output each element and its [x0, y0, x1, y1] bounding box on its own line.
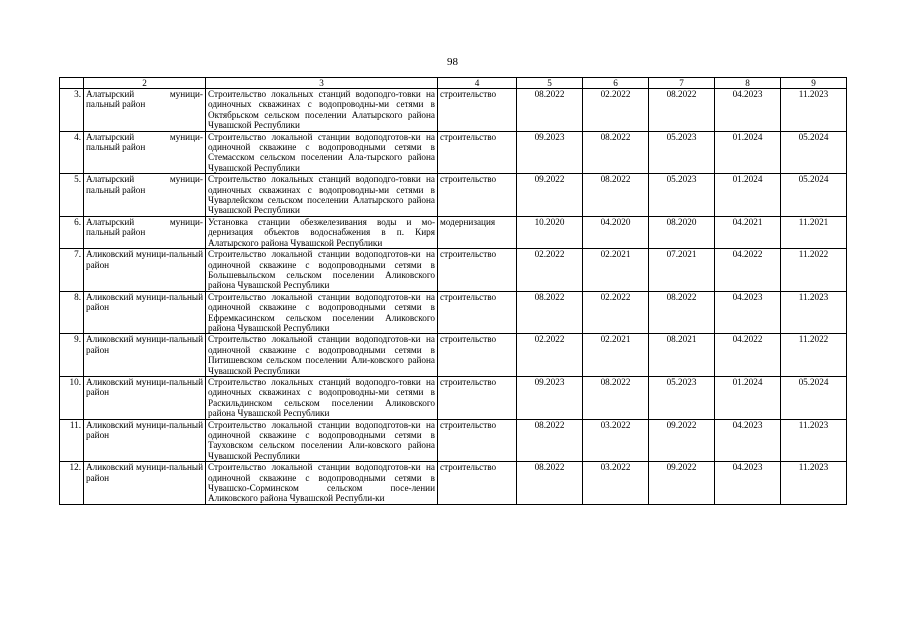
col-header: 4	[438, 78, 517, 89]
date-cell: 08.2022	[649, 89, 715, 132]
date-cell: 08.2022	[583, 174, 649, 217]
district-cell: Аликовский муници-пальный район	[84, 334, 206, 377]
date-cell: 01.2024	[715, 131, 781, 174]
date-cell: 09.2022	[517, 174, 583, 217]
projects-table	[59, 77, 847, 505]
description-cell: Строительство локальной станции водоподготов-ки на одиночной скважине с водопроводными сетями в Тауховском сельском поселении Али-ковского района Чувашской Республики	[206, 419, 438, 462]
table-row	[60, 462, 847, 505]
date-cell: 09.2022	[649, 419, 715, 462]
description-cell: Строительство локальных станций водоподго-товки на одиночных скважинах с водопроводны-ми сетями в Октябрьском сельском поселении Алатырского района Чувашской Республики	[206, 89, 438, 132]
page-number: 98	[447, 56, 458, 68]
district-cell: Алатырский муници-пальный район	[84, 174, 206, 217]
date-cell: 11.2023	[781, 419, 847, 462]
date-cell: 09.2023	[517, 131, 583, 174]
date-cell: 08.2022	[649, 291, 715, 334]
type-cell: строительство	[438, 291, 517, 334]
description-cell: Строительство локальной станции водоподготов-ки на одиночной скважине с водопроводными сетями в Чувашско-Сорминском сельском посе-лении Аликовского района Чувашской Республи-ки	[206, 462, 438, 505]
col-header: 8	[715, 78, 781, 89]
description-cell: Строительство локальной станции водоподготов-ки на одиночной скважине с водопроводными сетями в Стемасском сельском поселении Ала-тырского района Чувашской Республики	[206, 131, 438, 174]
date-cell: 05.2024	[781, 376, 847, 419]
district-cell: Аликовский муници-пальный район	[84, 249, 206, 292]
col-header: 3	[206, 78, 438, 89]
date-cell: 01.2024	[715, 174, 781, 217]
date-cell: 02.2022	[583, 291, 649, 334]
table-row	[60, 249, 847, 292]
date-cell: 02.2021	[583, 334, 649, 377]
description-cell: Строительство локальной станции водоподготов-ки на одиночной скважине с водопроводными сетями в Ефремкасинском сельском поселении Аликовского района Чувашской Республики	[206, 291, 438, 334]
row-number: 10.	[60, 376, 84, 419]
row-number: 3.	[60, 89, 84, 132]
type-cell: строительство	[438, 174, 517, 217]
type-cell: строительство	[438, 334, 517, 377]
type-cell: строительство	[438, 131, 517, 174]
date-cell: 04.2023	[715, 419, 781, 462]
district-cell: Аликовский муници-пальный район	[84, 376, 206, 419]
type-cell: строительство	[438, 249, 517, 292]
date-cell: 11.2022	[781, 334, 847, 377]
date-cell: 02.2021	[583, 249, 649, 292]
description-cell: Установка станции обезжелезивания воды и мо-дернизация объектов водоснабжения в п. Киря Алатырского района Чувашской Республики	[206, 216, 438, 248]
date-cell: 04.2023	[715, 89, 781, 132]
table-row	[60, 89, 847, 132]
description-cell: Строительство локальных станций водоподго-товки на одиночных скважинах с водопроводны-ми сетями в Чуварлейском сельском поселении Алатырского района Чувашской Республики	[206, 174, 438, 217]
date-cell: 01.2024	[715, 376, 781, 419]
col-header	[60, 78, 84, 89]
date-cell: 11.2023	[781, 89, 847, 132]
date-cell: 09.2022	[649, 462, 715, 505]
date-cell: 05.2023	[649, 131, 715, 174]
type-cell: модернизация	[438, 216, 517, 248]
col-header: 6	[583, 78, 649, 89]
date-cell: 04.2023	[715, 291, 781, 334]
table-row	[60, 334, 847, 377]
table-row	[60, 131, 847, 174]
row-number: 12.	[60, 462, 84, 505]
col-header: 5	[517, 78, 583, 89]
district-cell: Аликовский муници-пальный район	[84, 419, 206, 462]
date-cell: 08.2022	[517, 89, 583, 132]
type-cell: строительство	[438, 462, 517, 505]
header-row	[60, 78, 847, 89]
date-cell: 03.2022	[583, 462, 649, 505]
date-cell: 04.2021	[715, 216, 781, 248]
col-header: 9	[781, 78, 847, 89]
date-cell: 08.2020	[649, 216, 715, 248]
description-cell: Строительство локальных станций водоподго-товки на одиночных скважинах с водопроводны-ми сетями в Раскильдинском сельском поселении Аликовского района Чувашской Республики	[206, 376, 438, 419]
row-number: 4.	[60, 131, 84, 174]
col-header: 7	[649, 78, 715, 89]
row-number: 11.	[60, 419, 84, 462]
date-cell: 08.2022	[517, 291, 583, 334]
date-cell: 04.2022	[715, 334, 781, 377]
col-header: 2	[84, 78, 206, 89]
date-cell: 08.2022	[583, 376, 649, 419]
date-cell: 04.2022	[715, 249, 781, 292]
date-cell: 05.2024	[781, 131, 847, 174]
date-cell: 08.2021	[649, 334, 715, 377]
date-cell: 08.2022	[583, 131, 649, 174]
description-cell: Строительство локальной станции водоподготов-ки на одиночной скважине с водопроводными сетями в Большевыльском сельском поселении Аликовского района Чувашской Республики	[206, 249, 438, 292]
table-row	[60, 216, 847, 248]
date-cell: 04.2020	[583, 216, 649, 248]
date-cell: 02.2022	[583, 89, 649, 132]
date-cell: 07.2021	[649, 249, 715, 292]
table-row	[60, 291, 847, 334]
description-cell: Строительство локальной станции водоподготов-ки на одиночной скважине с водопроводными сетями в Питишевском сельском поселении Али-ковского района Чувашской Республики	[206, 334, 438, 377]
district-cell: Аликовский муници-пальный район	[84, 291, 206, 334]
date-cell: 09.2023	[517, 376, 583, 419]
district-cell: Алатырский муници-пальный район	[84, 131, 206, 174]
date-cell: 11.2021	[781, 216, 847, 248]
date-cell: 05.2023	[649, 376, 715, 419]
date-cell: 10.2020	[517, 216, 583, 248]
row-number: 5.	[60, 174, 84, 217]
type-cell: строительство	[438, 419, 517, 462]
date-cell: 11.2023	[781, 291, 847, 334]
date-cell: 08.2022	[517, 419, 583, 462]
date-cell: 03.2022	[583, 419, 649, 462]
date-cell: 11.2022	[781, 249, 847, 292]
type-cell: строительство	[438, 376, 517, 419]
table-row	[60, 376, 847, 419]
date-cell: 05.2023	[649, 174, 715, 217]
date-cell: 02.2022	[517, 334, 583, 377]
row-number: 9.	[60, 334, 84, 377]
table-row	[60, 419, 847, 462]
date-cell: 04.2023	[715, 462, 781, 505]
type-cell: строительство	[438, 89, 517, 132]
district-cell: Алатырский муници-пальный район	[84, 216, 206, 248]
district-cell: Алатырский муници-пальный район	[84, 89, 206, 132]
district-cell: Аликовский муници-пальный район	[84, 462, 206, 505]
date-cell: 11.2023	[781, 462, 847, 505]
table-row	[60, 174, 847, 217]
row-number: 7.	[60, 249, 84, 292]
date-cell: 08.2022	[517, 462, 583, 505]
date-cell: 02.2022	[517, 249, 583, 292]
row-number: 6.	[60, 216, 84, 248]
date-cell: 05.2024	[781, 174, 847, 217]
row-number: 8.	[60, 291, 84, 334]
